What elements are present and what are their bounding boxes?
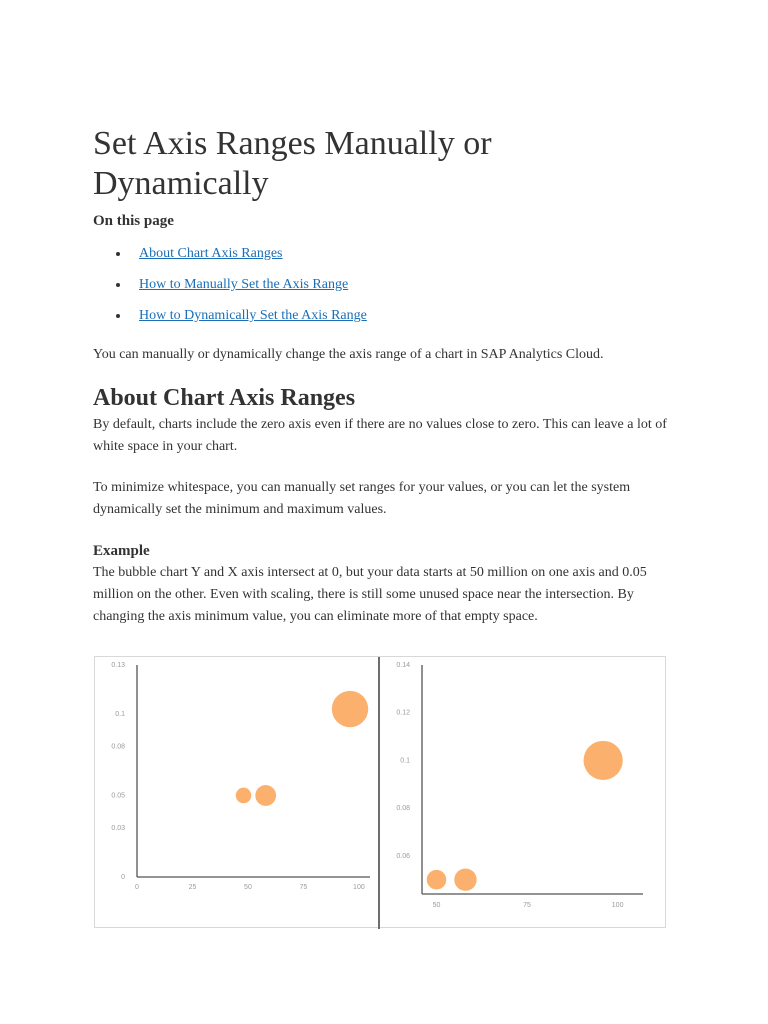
y-tick-label: 0.12 — [396, 709, 410, 717]
bubble-point — [454, 868, 476, 890]
x-tick-label: 25 — [188, 884, 197, 891]
toc-link-dynamically-set-axis-range[interactable]: How to Dynamically Set the Axis Range — [139, 308, 367, 323]
bullet-icon — [116, 314, 120, 318]
intro-paragraph: You can manually or dynamically change the axis range of a chart in SAP Analytics Cloud. — [93, 347, 604, 362]
y-tick-label: 0.08 — [396, 805, 410, 813]
toc-link-manually-set-axis-range[interactable]: How to Manually Set the Axis Range — [139, 277, 349, 292]
example-paragraph: The bubble chart Y and X axis intersect at 0, but your data starts at 50 million on one axis and 0.05 million on the other. Even with scaling, there is still some unused space near the intersection. By changing the axis minimum value, you can eliminate more of that empty space. — [93, 565, 647, 624]
toc-link-about-chart-axis-ranges[interactable]: About Chart Axis Ranges — [139, 246, 283, 261]
x-tick-label: 75 — [523, 902, 531, 909]
bullet-icon — [116, 283, 120, 287]
y-tick-label: 0 — [121, 874, 125, 881]
x-tick-label: 50 — [244, 884, 252, 891]
x-tick-label: 75 — [299, 884, 308, 891]
y-tick-label: 0.14 — [396, 662, 410, 669]
bubble-point — [332, 691, 368, 727]
y-tick-label: 0.03 — [111, 825, 125, 833]
page-title: Set Axis Ranges Manually or Dynamically — [93, 125, 492, 202]
bubble-point — [236, 788, 252, 804]
x-tick-label: 0 — [135, 884, 139, 891]
x-tick-label: 50 — [432, 902, 441, 909]
bubble-point — [584, 741, 623, 780]
section-heading: About Chart Axis Ranges — [93, 385, 356, 411]
bullet-icon — [116, 252, 120, 256]
y-tick-label: 0.08 — [111, 743, 125, 751]
bubble-point — [427, 870, 447, 890]
default-behavior-paragraph: By default, charts include the zero axis even if there are no values close to zero. This can leave a lot of white space in your chart. — [93, 417, 667, 454]
bubble-chart-comparison-figure — [94, 656, 666, 928]
on-this-page-label: On this page — [93, 213, 174, 229]
y-tick-label: 0.13 — [111, 662, 125, 669]
example-heading: Example — [93, 543, 150, 559]
minimize-whitespace-paragraph: To minimize whitespace, you can manually set ranges for your values, or you can let the system dynamically set the minimum and maximum values. — [93, 480, 631, 517]
x-tick-label: 100 — [353, 884, 365, 891]
y-tick-label: 0.06 — [396, 852, 410, 860]
y-tick-label: 0.1 — [115, 710, 125, 718]
bubble-charts-svg — [95, 657, 667, 929]
x-tick-label: 100 — [611, 902, 624, 909]
y-tick-label: 0.05 — [111, 792, 125, 800]
y-tick-label: 0.1 — [400, 757, 410, 765]
bubble-point — [255, 785, 276, 806]
